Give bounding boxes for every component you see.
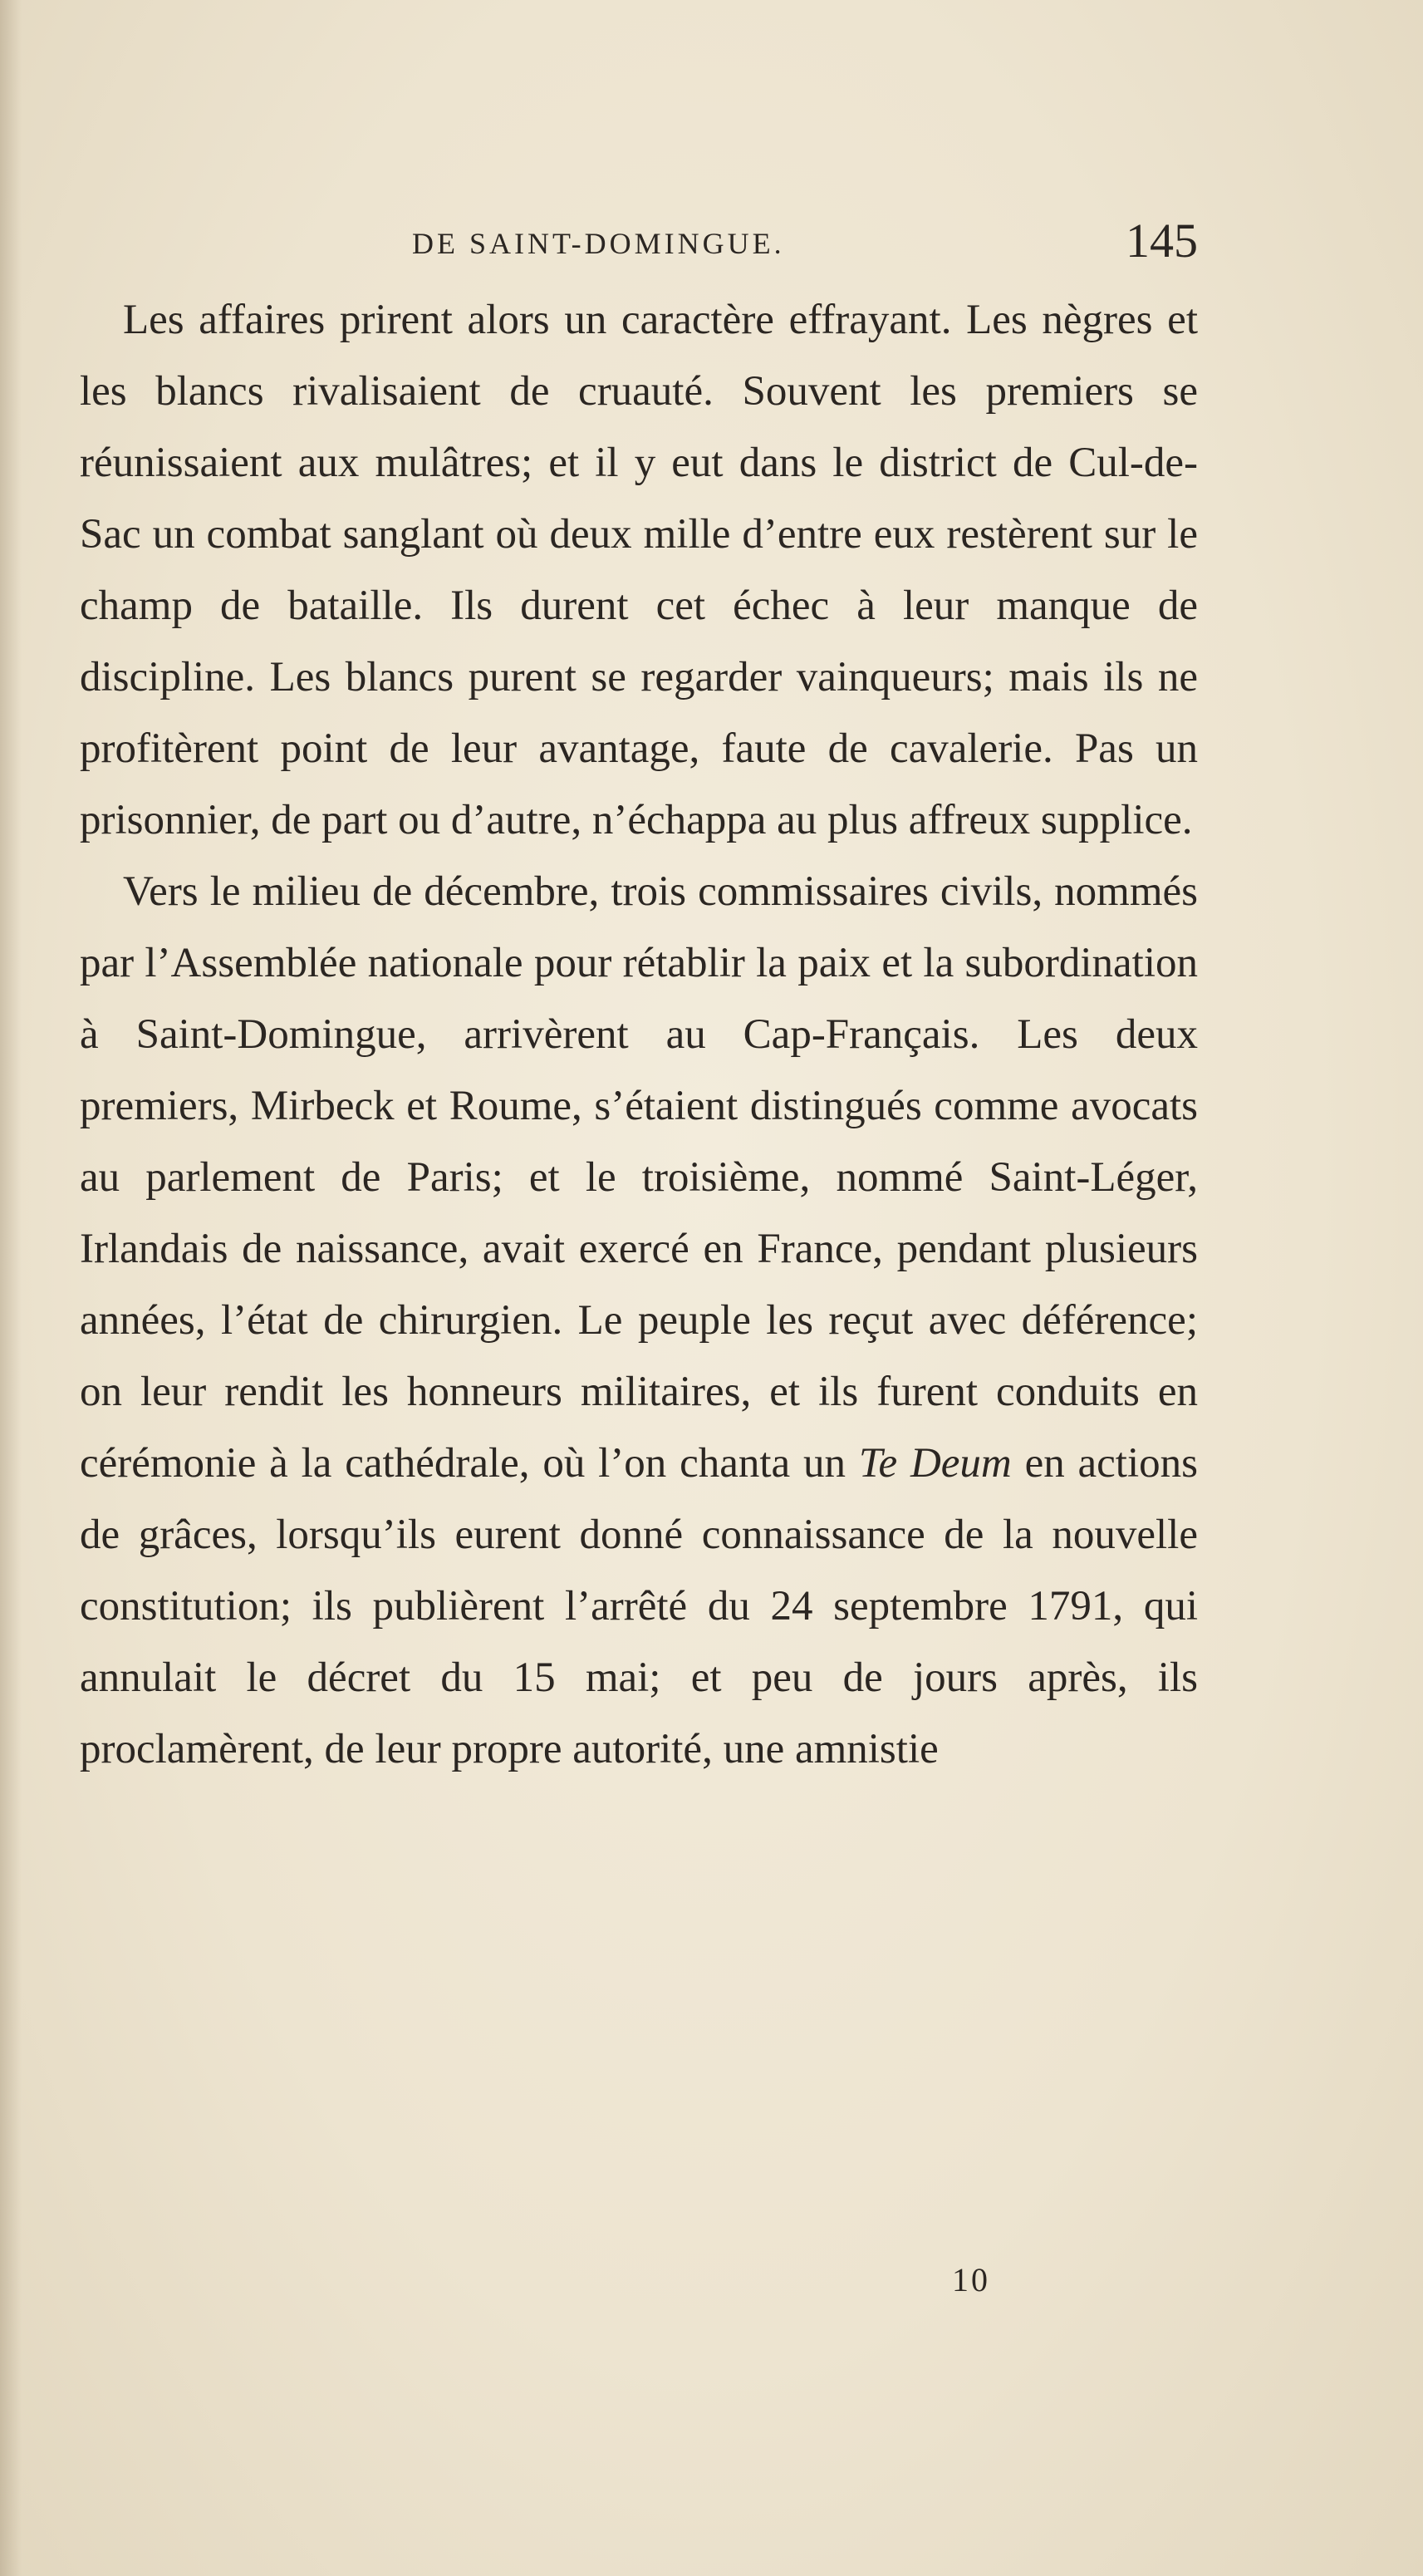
body-text bbox=[80, 284, 1198, 1785]
italic-te-deum: Te Deum bbox=[858, 1440, 1012, 1487]
page-header bbox=[80, 209, 1198, 276]
signature-mark: 10 bbox=[952, 2261, 990, 2298]
paragraph-1: Les affaires prirent alors un caractère effrayant. Les nègres et les blancs rivalisaient de cruauté. Souvent les premiers se réunissaient aux mulâtres; et il y eut dans le district de Cul-de-Sac un combat sanglant où deux mille d’entre eux restèrent sur le champ de bataille. Ils durent cet échec à leur manque de discipline. Les blancs purent se regarder vainqueurs; mais ils ne profitèrent point de leur avantage, faute de cavalerie. Pas un prisonnier, de part ou d’autre, n’échappa au plus affreux supplice. bbox=[80, 297, 1198, 843]
spine-shadow bbox=[0, 0, 22, 2576]
paragraph-2 bbox=[80, 856, 1198, 1785]
running-title: DE SAINT-DOMINGUE. bbox=[412, 227, 785, 260]
paragraph-2-part-1: Vers le milieu de décembre, trois commissaires civils, nommés par l’Assemblée nationale pour rétablir la paix et la subordination à Saint-Domingue, arrivèrent au Cap-Français. Les deux premiers, Mirbeck et Roume, s’étaient distingués comme avocats au parlement de Paris; et le troisième, nommé Saint-Léger, Irlandais de naissance, avait exercé en France, pendant plusieurs années, l’état de chirurgien. Le peuple les reçut avec déférence; on leur rendit les honneurs militaires, et ils furent conduits en cérémonie à la cathédrale, où l’on chanta un bbox=[80, 868, 1198, 1487]
paragraph-2-part-2: en actions de grâces, lorsqu’ils eurent donné connaissance de la nouvelle constitution; ils publièrent l’arrêté du 24 septembre 1791, qui annulait le décret du 15 mai; et peu de jours après, ils proclamèrent, de leur propre autorité, une amnistie bbox=[80, 1440, 1198, 1772]
page-number: 145 bbox=[1126, 214, 1198, 268]
